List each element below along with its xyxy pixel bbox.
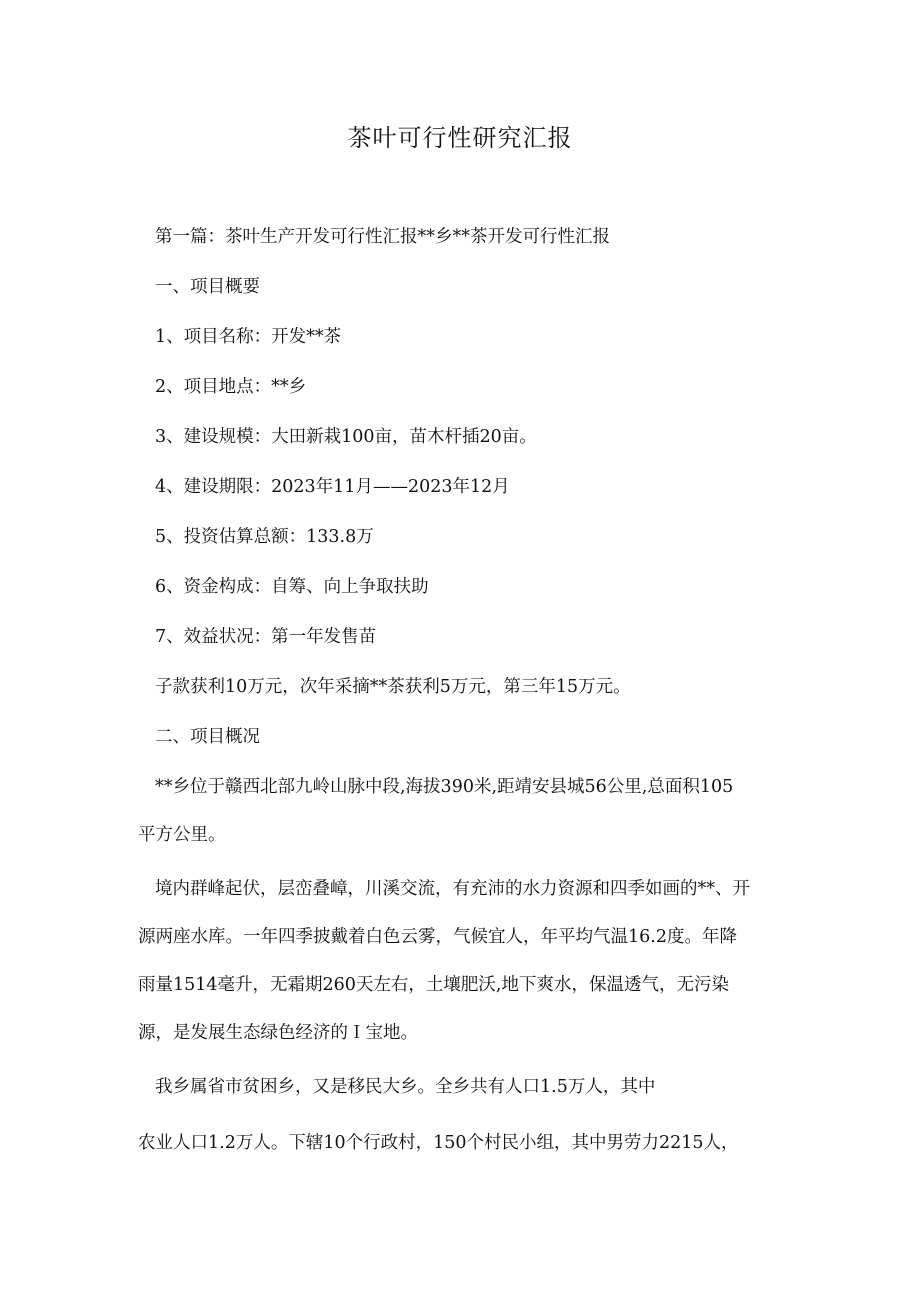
item-investment-estimate: 5、投资估算总额：133.8万 bbox=[155, 527, 374, 547]
item-construction-scale: 3、建设规模：大田新栽100亩，苗木杆插20亩。 bbox=[155, 427, 537, 447]
section-heading-overview: 一、项目概要 bbox=[155, 277, 260, 297]
paragraph-line: 平方公里。 bbox=[138, 825, 226, 845]
paragraph-line: 农业人口1.2万人。下辖10个行政村，150个村民小组，其中男劳力2215人， bbox=[138, 1133, 739, 1153]
paragraph-line: 子款获利10万元，次年采摘**茶获利5万元，第三年15万元。 bbox=[155, 677, 631, 697]
paragraph-line: 境内群峰起伏，层峦叠嶂，川溪交流，有充沛的水力资源和四季如画的**、开 bbox=[155, 879, 750, 899]
paragraph-line: 源，是发展生态绿色经济的Ｉ宝地。 bbox=[138, 1023, 418, 1043]
item-project-name: 1、项目名称：开发**茶 bbox=[155, 327, 342, 347]
paragraph-line: **乡位于赣西北部九岭山脉中段,海拔390米,距靖安县城56公里,总面积105 bbox=[155, 777, 734, 797]
paragraph-line: 源两座水库。一年四季披戴着白色云雾，气候宜人，年平均气温16.2度。年降 bbox=[138, 927, 737, 947]
section-heading-situation: 二、项目概况 bbox=[155, 727, 260, 747]
item-benefit-status: 7、效益状况：第一年发售苗 bbox=[155, 627, 377, 647]
paragraph-line: 我乡属省市贫困乡，又是移民大乡。全乡共有人口1.5万人，其中 bbox=[155, 1077, 656, 1097]
item-funding-composition: 6、资金构成：自筹、向上争取扶助 bbox=[155, 577, 429, 597]
item-construction-period: 4、建设期限：2023年11月——2023年12月 bbox=[155, 477, 510, 497]
page-title: 茶叶可行性研究汇报 bbox=[347, 124, 573, 152]
paragraph-line: 雨量1514毫升，无霜期260天左右，土壤肥沃,地下爽水，保温透气，无污染 bbox=[138, 975, 729, 995]
item-project-location: 2、项目地点：**乡 bbox=[155, 377, 307, 397]
section-heading-part-one: 第一篇：茶叶生产开发可行性汇报**乡**茶开发可行性汇报 bbox=[155, 227, 610, 247]
